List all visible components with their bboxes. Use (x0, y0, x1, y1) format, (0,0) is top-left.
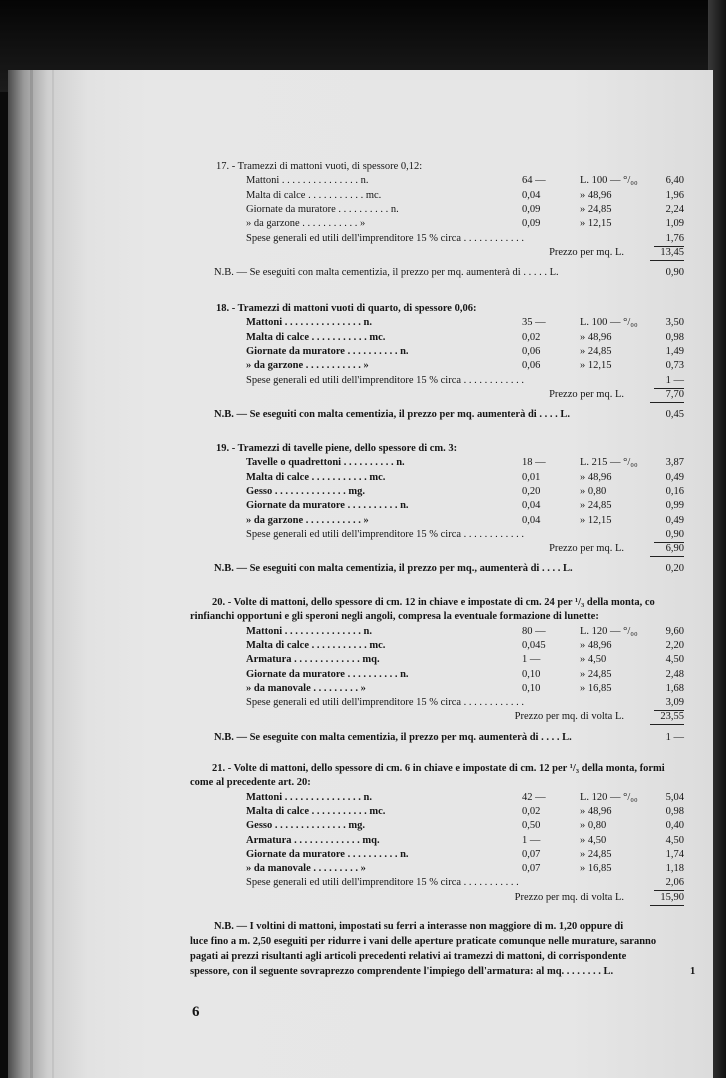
item-amount: 0,73 (665, 360, 684, 372)
item-quantity: 0,09 (522, 203, 541, 215)
item-amount: 6,40 (665, 175, 684, 187)
nb-note: N.B. — Se eseguiti con malta cementizia, il prezzo per mq. aumenterà di . . . . . L. (214, 267, 559, 279)
item-label: » da manovale . . . . . . . . . » (246, 682, 366, 694)
item-label: Armatura . . . . . . . . . . . . . mq. (246, 654, 380, 666)
item-label: Malta di calce . . . . . . . . . . . mc. (246, 805, 386, 817)
unit-price-total: 23,55 (650, 710, 684, 725)
nb-note: N.B. — Se eseguite con malta cementizia, il prezzo per mq. aumenterà di . . . . L. (214, 731, 572, 743)
item-quantity: 0,09 (522, 218, 541, 230)
overhead-label: Spese generali ed utili dell'imprenditore 15 % circa . . . . . . . . . . . . (246, 528, 525, 540)
item-unit-price: » 48,96 (580, 805, 612, 817)
unit-price-label: Prezzo per mq. L. (549, 246, 624, 258)
item-amount: 1,49 (665, 345, 684, 357)
section-title: 19. - Tramezzi di tavelle piene, dello spessore di cm. 3: (216, 443, 458, 454)
item-quantity: 0,20 (522, 485, 541, 497)
item-label: Giornate da muratore . . . . . . . . . . n. (246, 500, 409, 512)
nb-note: N.B. — Se eseguiti con malta cementizia, il prezzo per mq. aumenterà di . . . . L. (214, 409, 570, 421)
item-amount: 3,87 (665, 457, 684, 469)
overhead-amount: 2,06 (654, 876, 684, 891)
item-amount: 0,49 (665, 514, 684, 526)
item-quantity: 1 — (522, 834, 541, 846)
nb-amount: 0,20 (665, 563, 684, 575)
item-unit-price: L. 100 — °/₀₀ (580, 175, 638, 187)
item-quantity: 0,07 (522, 863, 541, 875)
final-note-line: spessore, con il seguente sovraprezzo comprendente l'impiego dell'armatura: al mq. . . . . . . . L. (190, 966, 614, 977)
item-label: » da garzone . . . . . . . . . . . » (246, 218, 366, 230)
item-quantity: 80 — (522, 625, 546, 637)
item-amount: 0,49 (665, 471, 684, 483)
unit-price-total: 15,90 (650, 891, 684, 906)
item-unit-price: » 12,15 (580, 360, 612, 372)
final-note-line: N.B. — I voltini di mattoni, impostati su ferri a interasse non maggiore di m. 1,20 oppure di (214, 921, 624, 932)
item-unit-price: » 0,80 (580, 485, 607, 497)
item-label: Gesso . . . . . . . . . . . . . . mg. (246, 820, 365, 832)
section-title-continued: rinfianchi opportuni e gli speroni negli angoli, compresa la eventuale formazione di lunette: (190, 611, 599, 623)
item-label: Giornate da muratore . . . . . . . . . . n. (246, 848, 409, 860)
item-unit-price: » 48,96 (580, 471, 612, 483)
item-amount: 4,50 (665, 654, 684, 666)
item-amount: 0,99 (665, 500, 684, 512)
unit-price-label: Prezzo per mq. di volta L. (514, 711, 624, 723)
item-quantity: 1 — (522, 654, 541, 666)
unit-price-total: 7,70 (650, 388, 684, 403)
item-label: Giornate da muratore . . . . . . . . . . n. (246, 668, 409, 680)
item-quantity: 0,06 (522, 360, 541, 372)
overhead-label: Spese generali ed utili dell'imprenditore 15 % circa . . . . . . . . . . . (246, 877, 519, 889)
overhead-label: Spese generali ed utili dell'imprenditore 15 % circa . . . . . . . . . . . . (246, 697, 525, 709)
item-label: Giornate da muratore . . . . . . . . . . n. (246, 203, 399, 215)
nb-amount: 0,90 (665, 267, 684, 279)
section-title-continued: come al precedente art. 20: (190, 777, 311, 789)
item-unit-price: » 48,96 (580, 189, 612, 201)
item-unit-price: L. 120 — °/₀₀ (580, 791, 638, 803)
item-quantity: 0,10 (522, 668, 541, 680)
final-note-amount: 1 (690, 966, 696, 977)
item-amount: 1,74 (665, 848, 684, 860)
page-number: 6 (192, 1004, 200, 1020)
item-amount: 1,09 (665, 218, 684, 230)
section-title: 21. - Volte di mattoni, dello spessore di cm. 6 in chiave e impostate di cm. 12 per ¹/₃ della monta, formi (212, 763, 665, 774)
item-quantity: 42 — (522, 791, 546, 803)
item-amount: 0,40 (665, 820, 684, 832)
item-unit-price: » 0,80 (580, 820, 607, 832)
final-note-line: luce fino a m. 2,50 eseguiti per ridurre i vani delle aperture praticate comunque nelle murature, saranno (190, 936, 657, 947)
item-amount: 1,18 (665, 863, 684, 875)
item-label: » da garzone . . . . . . . . . . . » (246, 360, 369, 372)
item-amount: 4,50 (665, 834, 684, 846)
item-quantity: 0,01 (522, 471, 541, 483)
nb-amount: 1 — (665, 731, 684, 743)
overhead-label: Spese generali ed utili dell'imprenditore 15 % circa . . . . . . . . . . . . (246, 232, 525, 244)
item-label: Malta di calce . . . . . . . . . . . mc. (246, 639, 386, 651)
item-amount: 2,20 (665, 639, 684, 651)
item-quantity: 0,07 (522, 848, 541, 860)
item-quantity: 64 — (522, 175, 546, 187)
item-quantity: 0,04 (522, 514, 541, 526)
section-title: 17. - Tramezzi di mattoni vuoti, di spessore 0,12: (216, 161, 423, 172)
item-amount: 0,98 (665, 805, 684, 817)
item-amount: 0,98 (665, 331, 684, 343)
unit-price-total: 13,45 (650, 246, 684, 261)
item-quantity: 0,045 (522, 639, 546, 651)
item-label: Malta di calce . . . . . . . . . . . mc. (246, 471, 386, 483)
item-amount: 1,96 (665, 189, 684, 201)
item-amount: 5,04 (665, 791, 684, 803)
item-unit-price: » 24,85 (580, 203, 612, 215)
item-unit-price: » 48,96 (580, 639, 612, 651)
unit-price-label: Prezzo per mq. di volta L. (514, 891, 624, 903)
item-label: Gesso . . . . . . . . . . . . . . mg. (246, 485, 365, 497)
item-quantity: 0,02 (522, 331, 541, 343)
unit-price-label: Prezzo per mq. L. (549, 543, 624, 555)
item-label: » da manovale . . . . . . . . . » (246, 863, 366, 875)
section-title: 20. - Volte di mattoni, dello spessore di cm. 12 in chiave e impostate di cm. 24 per ¹/₃ della monta, co (212, 597, 655, 608)
item-label: Mattoni . . . . . . . . . . . . . . . n. (246, 175, 369, 187)
item-unit-price: L. 120 — °/₀₀ (580, 625, 638, 637)
item-quantity: 0,04 (522, 500, 541, 512)
item-label: Malta di calce . . . . . . . . . . . mc. (246, 189, 382, 201)
item-label: Mattoni . . . . . . . . . . . . . . . n. (246, 791, 372, 803)
item-label: Mattoni . . . . . . . . . . . . . . . n. (246, 317, 372, 329)
item-unit-price: » 4,50 (580, 654, 607, 666)
item-label: Giornate da muratore . . . . . . . . . . n. (246, 345, 409, 357)
item-unit-price: L. 215 — °/₀₀ (580, 457, 638, 469)
overhead-amount: 1 — (654, 374, 684, 389)
item-label: Mattoni . . . . . . . . . . . . . . . n. (246, 625, 372, 637)
item-quantity: 0,10 (522, 682, 541, 694)
unit-price-label: Prezzo per mq. L. (549, 388, 624, 400)
item-unit-price: » 12,15 (580, 514, 612, 526)
item-unit-price: » 24,85 (580, 668, 612, 680)
item-amount: 9,60 (665, 625, 684, 637)
item-amount: 2,48 (665, 668, 684, 680)
item-quantity: 0,50 (522, 820, 541, 832)
item-unit-price: » 24,85 (580, 500, 612, 512)
unit-price-total: 6,90 (650, 542, 684, 557)
overhead-amount: 1,76 (654, 232, 684, 247)
section-title: 18. - Tramezzi di mattoni vuoti di quarto, di spessore 0,06: (216, 303, 477, 314)
item-unit-price: » 24,85 (580, 345, 612, 357)
item-quantity: 0,06 (522, 345, 541, 357)
item-unit-price: » 4,50 (580, 834, 607, 846)
item-amount: 1,68 (665, 682, 684, 694)
item-unit-price: L. 100 — °/₀₀ (580, 317, 638, 329)
item-unit-price: » 12,15 (580, 218, 612, 230)
item-unit-price: » 16,85 (580, 863, 612, 875)
item-unit-price: » 24,85 (580, 848, 612, 860)
overhead-label: Spese generali ed utili dell'imprenditore 15 % circa . . . . . . . . . . . . (246, 374, 525, 386)
nb-amount: 0,45 (665, 409, 684, 421)
item-quantity: 0,04 (522, 189, 541, 201)
item-quantity: 18 — (522, 457, 546, 469)
overhead-amount: 0,90 (654, 528, 684, 543)
item-unit-price: » 16,85 (580, 682, 612, 694)
item-label: Tavelle o quadrettoni . . . . . . . . . . n. (246, 457, 405, 469)
item-label: » da garzone . . . . . . . . . . . » (246, 514, 369, 526)
item-unit-price: » 48,96 (580, 331, 612, 343)
overhead-amount: 3,09 (654, 696, 684, 711)
item-amount: 0,16 (665, 485, 684, 497)
item-amount: 3,50 (665, 317, 684, 329)
item-quantity: 35 — (522, 317, 546, 329)
final-note-line: pagati ai prezzi risultanti agli articoli precedenti relativi ai tramezzi di mattoni, di corrispondente (190, 951, 627, 962)
item-quantity: 0,02 (522, 805, 541, 817)
item-label: Malta di calce . . . . . . . . . . . mc. (246, 331, 386, 343)
nb-note: N.B. — Se eseguiti con malta cementizia, il prezzo per mq., aumenterà di . . . . L. (214, 563, 573, 575)
item-amount: 2,24 (665, 203, 684, 215)
item-label: Armatura . . . . . . . . . . . . . mq. (246, 834, 380, 846)
